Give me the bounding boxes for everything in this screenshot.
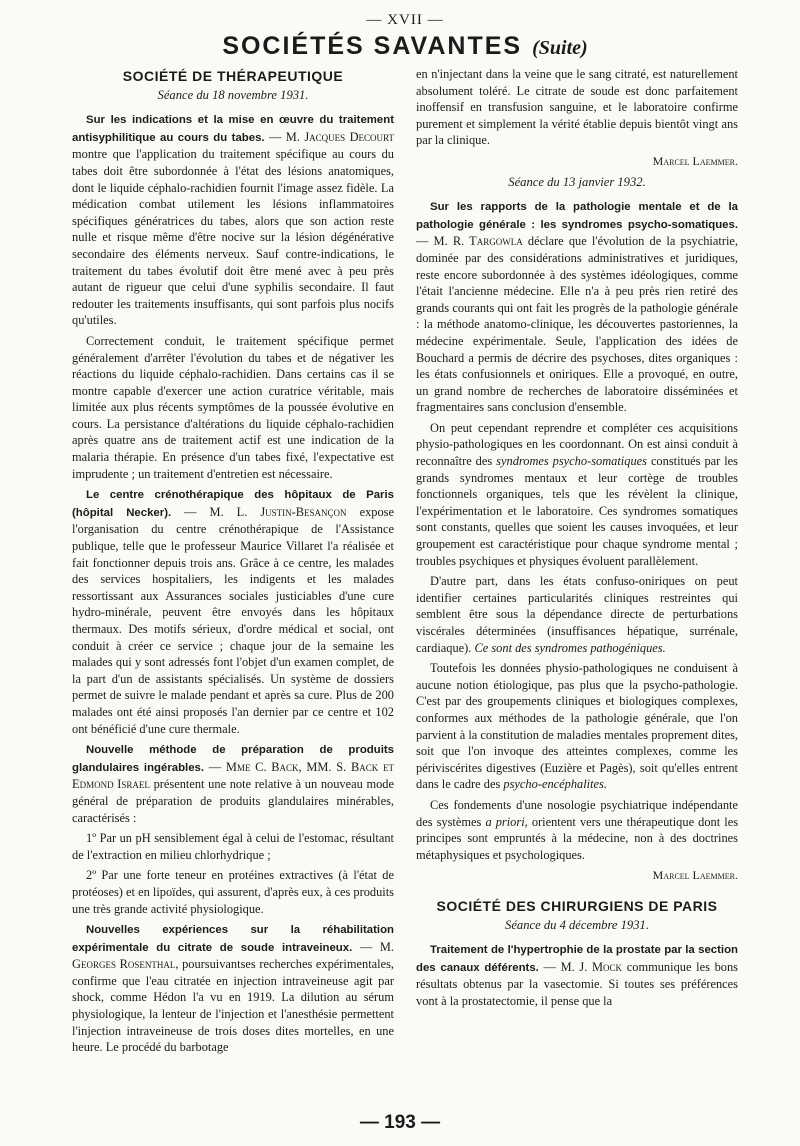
- left-column: [72, 66, 394, 1060]
- article-citrate: Nouvelles expériences sur la réhabilitation expérimentale du citrate de soude intraveineux. — M. Georges Rosenthal, poursuivantses recherches expérimentales, confirme que l'eau citratée en injection intraveineuse agit par shock, comme Hédon l'a vu en 1919. La dilution au sérum physiologique, la lenteur de l'injection et l'anesthésie permettent l'injection intraveineuse de trois doses dites mortelles, en une heure. Le procédé du barbotage: [72, 924, 395, 1055]
- article-continuation: en n'injectant dans la veine que le sang citraté, est naturellement absolument toléré. Le citrate de soude est donc parfaitement inoffensif en transfusion sanguine, et le laboratoire confirme purement et simplement la vérité établie depuis bientôt vingt ans par la clinique.: [416, 67, 738, 148]
- article-text: poursuivantses recherches expérimentales, confirme que l'eau citratée en injection intraveineuse agit par shock, comme Hédon l'a vu en 1919. La dilution au sérum physiologique, la lenteur de l'injection et l'anesthésie permettent l'injection intraveineuse de trois doses dites mortelles, en une heure. Le procédé du barbotage: [72, 957, 395, 1055]
- author: R. Targowla: [452, 234, 523, 249]
- signature: Marcel Laemmer.: [652, 868, 738, 883]
- article-crenotherapie: Le centre crénothérapique des hôpitaux de Paris (hôpital Necker). — M. L. Justin-Besançon expose l'organisation du centre crénothérapique de l'Assistance publique, telle que le professeur Maurice Villaret l'a réalisée et fait fonctionner depuis trois ans. Grâce à ce centre, les malades des services hospitaliers, les indigents et les malades ressortissant aux Assurances sociales justiciables d'une cure hydro-minérale, peuvent être envoyés dans les hôpitaux thermaux. Des motifs sérieux, d'ordre médical et social, ont conduit à créer ce service ; chaque jour de la semaine les malades qui y sont adressés font l'objet d'un examen complet, de la part d'un de assistants spécialisés. Un système de dossiers permet de suivre le malade pendant et après sa cure. Plus de 200 malades ont été ainsi proposés l'an dernier par ce centre et 102 ont bénéficié d'une cure thermale.: [72, 489, 394, 736]
- signature: Marcel Laemmer.: [652, 153, 738, 168]
- article-text: expose l'organisation du centre crénothérapique de l'Assistance publique, telle que le professeur Maurice Villaret l'a réalisée et fait fonctionner depuis trois ans. Grâce à ce centre, les malades des services hospitaliers, les indigents et les malades ressortissant aux Assurances sociales justiciables d'une cure hydro-minérale, peuvent être envoyés dans les hôpitaux thermaux. Des motifs sérieux, d'ordre médical et social, ont conduit à créer ce service ; chaque jour de la semaine les malades qui y sont adressés font l'objet d'un examen complet, de la part d'un de assistants spécialisés. Un système de dossiers permet de suivre le malade pendant et après sa cure. Plus de 200 malades ont été ainsi proposés l'an dernier par ce centre et 102 ont bénéficié d'une cure thermale.: [72, 504, 394, 736]
- seance-date: Séance du 18 novembre 1931.: [157, 87, 309, 102]
- seance-date: Séance du 13 janvier 1932.: [508, 174, 646, 189]
- article-glandulaires: Nouvelle méthode de préparation de produits glandulaires ingérables. — Mme C. Back, MM. S. Back et Edmond Israel présentent une note relative à un nouveau mode général de préparation de produits glandulaires minérables, caractérisés :: [72, 744, 395, 825]
- author: Jacques Decourt: [304, 129, 394, 144]
- right-column: [416, 66, 738, 1060]
- article-title: Sur les rapports de la pathologie mentale et de la pathologie générale : les syndromes psycho-somatiques.: [416, 201, 738, 231]
- author: Georges Rosenthal: [72, 957, 176, 972]
- article-title: Nouvelle méthode de préparation de produits glandulaires ingérables.: [72, 744, 394, 774]
- text-run: On peut cependant reprendre et compléter ces acquisitions physio-pathologiques en les coordonnant. On est ainsi conduit à reconnaître des: [416, 420, 738, 469]
- two-columns: [72, 66, 738, 1060]
- article-prostate: Traitement de l'hypertrophie de la prostate par la section des canaux déférents. — M. J. Mock communique les bons résultats obtenus par la vasectomie. Si toutes ses préférences vont à la prostatectomie, il pense que la: [416, 944, 739, 1008]
- text-run: Ces fondements d'une nosologie psychiatrique indépendante des systèmes: [416, 797, 738, 829]
- article-text: communique les bons résultats obtenus par la vasectomie. Si toutes ses préférences vont à la prostatectomie, il pense que la: [416, 959, 739, 1008]
- article-title: Sur les indications et la mise en œuvre du traitement antisyphilitique au cours du tabes.: [72, 114, 394, 144]
- italic-term: syndromes psycho-somatiques: [496, 454, 647, 469]
- text-run: constitués par les grands syndromes mentaux et leur cortège de troubles fonctionnels organiques, tels que les révèlent la clinique, l'expérimentation et le laboratoire. Ces syndromes somatiques sont constants, quelles que soient les causes invoquées, et leur groupement est caractéristique pour chaque syndrome mental ; troubles psychiques et physiques évoluent parallèlement.: [416, 454, 738, 568]
- article-title: Traitement de l'hypertrophie de la prostate par la section des canaux déférents.: [416, 944, 738, 974]
- italic-term: psycho-encéphalites.: [503, 777, 607, 792]
- list-item: 2º Par une forte teneur en protéines extractives (à l'état de protéoses) et en lipoïdes, qui assurent, d'après eux, à ces produits une très grande activité physiologique.: [72, 868, 394, 916]
- article-paragraph: [416, 797, 738, 863]
- article-psychosomatiques: Sur les rapports de la pathologie mentale et de la pathologie générale : les syndromes psycho-somatiques. — M. R. Targowla déclare que l'évolution de la psychiatrie, dominée par des considérations administratives et juridiques, reste encore subordonnée à des systèmes idéologiques, comme l'était l'ancienne médecine. Elle n'a à peu près rien retiré des grands courants qui ont fait les progrès de la pathologie générale : la méthode anatomo-clinique, les découvertes pastoriennes, la médecine expérimentale. Seule, l'application des idées de Bouchard a permis de décrire des psychoses, dites organiques : les états confusionnels et oniriques. Elle a provoqué, en outre, un grand nombre de recherches de laboratoire disséminées et fragmentaires sans conclusion d'ensemble.: [416, 201, 738, 415]
- masthead: [72, 32, 738, 62]
- article-paragraph: [416, 660, 738, 793]
- article-text: présentent une note relative à un nouveau mode général de préparation de produits glandulaires minérables, caractérisés :: [72, 777, 395, 825]
- text-run: orientent vers une thérapeutique dont les principes sont empruntés à la médecine, non à des doctrines métaphysiques et psychologiques.: [416, 814, 739, 862]
- text-run: D'autre part, dans les états confuso-oniriques on peut identifier certaines particularités cliniques restreintes qui semblent être sous la dépendance directe de perturbations viscérales déterminées (insuffisances hépatique, surrénale, cardiaque).: [416, 574, 738, 655]
- page-number: — 193 —: [359, 1112, 441, 1133]
- article-text: déclare que l'évolution de la psychiatrie, dominée par des considérations administratives et juridiques, reste encore subordonnée à des systèmes idéologiques, comme l'était l'ancienne médecine. Elle n'a à peu près rien retiré des grands courants qui ont fait les progrès de la pathologie générale : la méthode anatomo-clinique, les découvertes pastoriennes, la médecine expérimentale. Seule, l'application des idées de Bouchard a permis de décrire des psychoses, dites organiques : les états confusionnels et oniriques. Elle a provoqué, en outre, un grand nombre de recherches de laboratoire disséminées et fragmentaires sans conclusion d'ensemble.: [416, 234, 738, 415]
- seance-date: Séance du 4 décembre 1931.: [505, 917, 649, 932]
- author: Mme C. Back, MM. S. Back et Edmond Israel: [72, 759, 394, 792]
- article-paragraph: [416, 420, 738, 569]
- society-heading: SOCIÉTÉ DE THÉRAPEUTIQUE: [122, 68, 344, 84]
- author: J. Mock: [579, 959, 623, 974]
- italic-term: a priori,: [485, 814, 528, 829]
- italic-term: Ce sont des syndromes pathogéniques.: [474, 640, 666, 655]
- section-title: SOCIÉTÉS SAVANTES: [222, 32, 523, 60]
- article-paragraph: Correctement conduit, le traitement spécifique permet généralement d'arrêter l'évolution du tabes et de négativer les réactions du liquide céphalo-rachidien. Dans certains cas il se montre capable d'exercer une action curatrice véritable, mais limitée aux plus récents symptômes de la poussée évolutive en cours. La persistance d'altérations du liquide céphalo-rachidien après quatre ans de traitement actif est une indication de la malaria thérapie. En présence d'un tabes fixé, l'expectative est imprudente ; un traitement d'entretien est nécessaire.: [72, 333, 394, 481]
- article-title: Le centre crénothérapique des hôpitaux de Paris (hôpital Necker).: [72, 489, 394, 519]
- article-indications: Sur les indications et la mise en œuvre du traitement antisyphilitique au cours du tabes. — M. Jacques Decourt montre que l'application du traitement spécifique au cours du tabes doit être subordonnée à l'état des lésions anatomiques, dont le liquide céphalo-rachidien fournit l'image assez fidèle. La médication combat utilement les lésions inflammatoires spécifiques génératrices du tabes, alors que son action reste nulle et risque même d'être nocive sur la lésion dégénérative secondaire des éléments nerveux. Sauf contre-indications, le traitement du tabes évolutif doit être mené avec à peu près autant de rigueur que celui d'une syphilis secondaire. Il faut redouter les traitements insuffisants, qui sont parfois plus nocifs qu'utiles.: [72, 114, 394, 328]
- society-heading: SOCIÉTÉ DES CHIRURGIENS DE PARIS: [436, 897, 718, 914]
- folio-roman: — XVII —: [366, 12, 444, 28]
- author: L. Justin-Besançon: [236, 504, 347, 519]
- section-suite: (Suite): [532, 37, 588, 59]
- article-text: montre que l'application du traitement spécifique au cours du tabes doit être subordonnée à l'état des lésions anatomiques, dont le liquide céphalo-rachidien fournit l'image assez fidèle. La médication combat utilement les lésions inflammatoires spécifiques génératrices du tabes, alors que son action reste nulle et risque même d'être nocive sur la lésion dégénérative secondaire des éléments nerveux. Sauf contre-indications, le traitement du tabes évolutif doit être mené avec à peu près autant de rigueur que celui d'une syphilis secondaire. Il faut redouter les traitements insuffisants, qui sont parfois plus nocifs qu'utiles.: [72, 147, 394, 328]
- article-paragraph: [416, 573, 738, 656]
- text-run: Toutefois les données physio-pathologiques ne conduisent à aucune notion étiologique, pas plus que la psycho-pathologie. C'est par des groupements cliniques et biologiques complexes, conformes aux méthodes de la pathologie générale, que l'on parvient à la constitution de maladies mentales proprement dites, soit que l'on invoque des atteintes complexes, comme les périviscérites digestives (Euzière et Pagès), soit qu'elles entrent dans le cadre des: [416, 661, 738, 792]
- article-title: Nouvelles expériences sur la réhabilitation expérimentale du citrate de soude intraveineux.: [72, 924, 394, 954]
- list-item: 1º Par un pH sensiblement égal à celui de l'estomac, résultant de l'extraction en milieu chlorhydrique ;: [72, 831, 394, 862]
